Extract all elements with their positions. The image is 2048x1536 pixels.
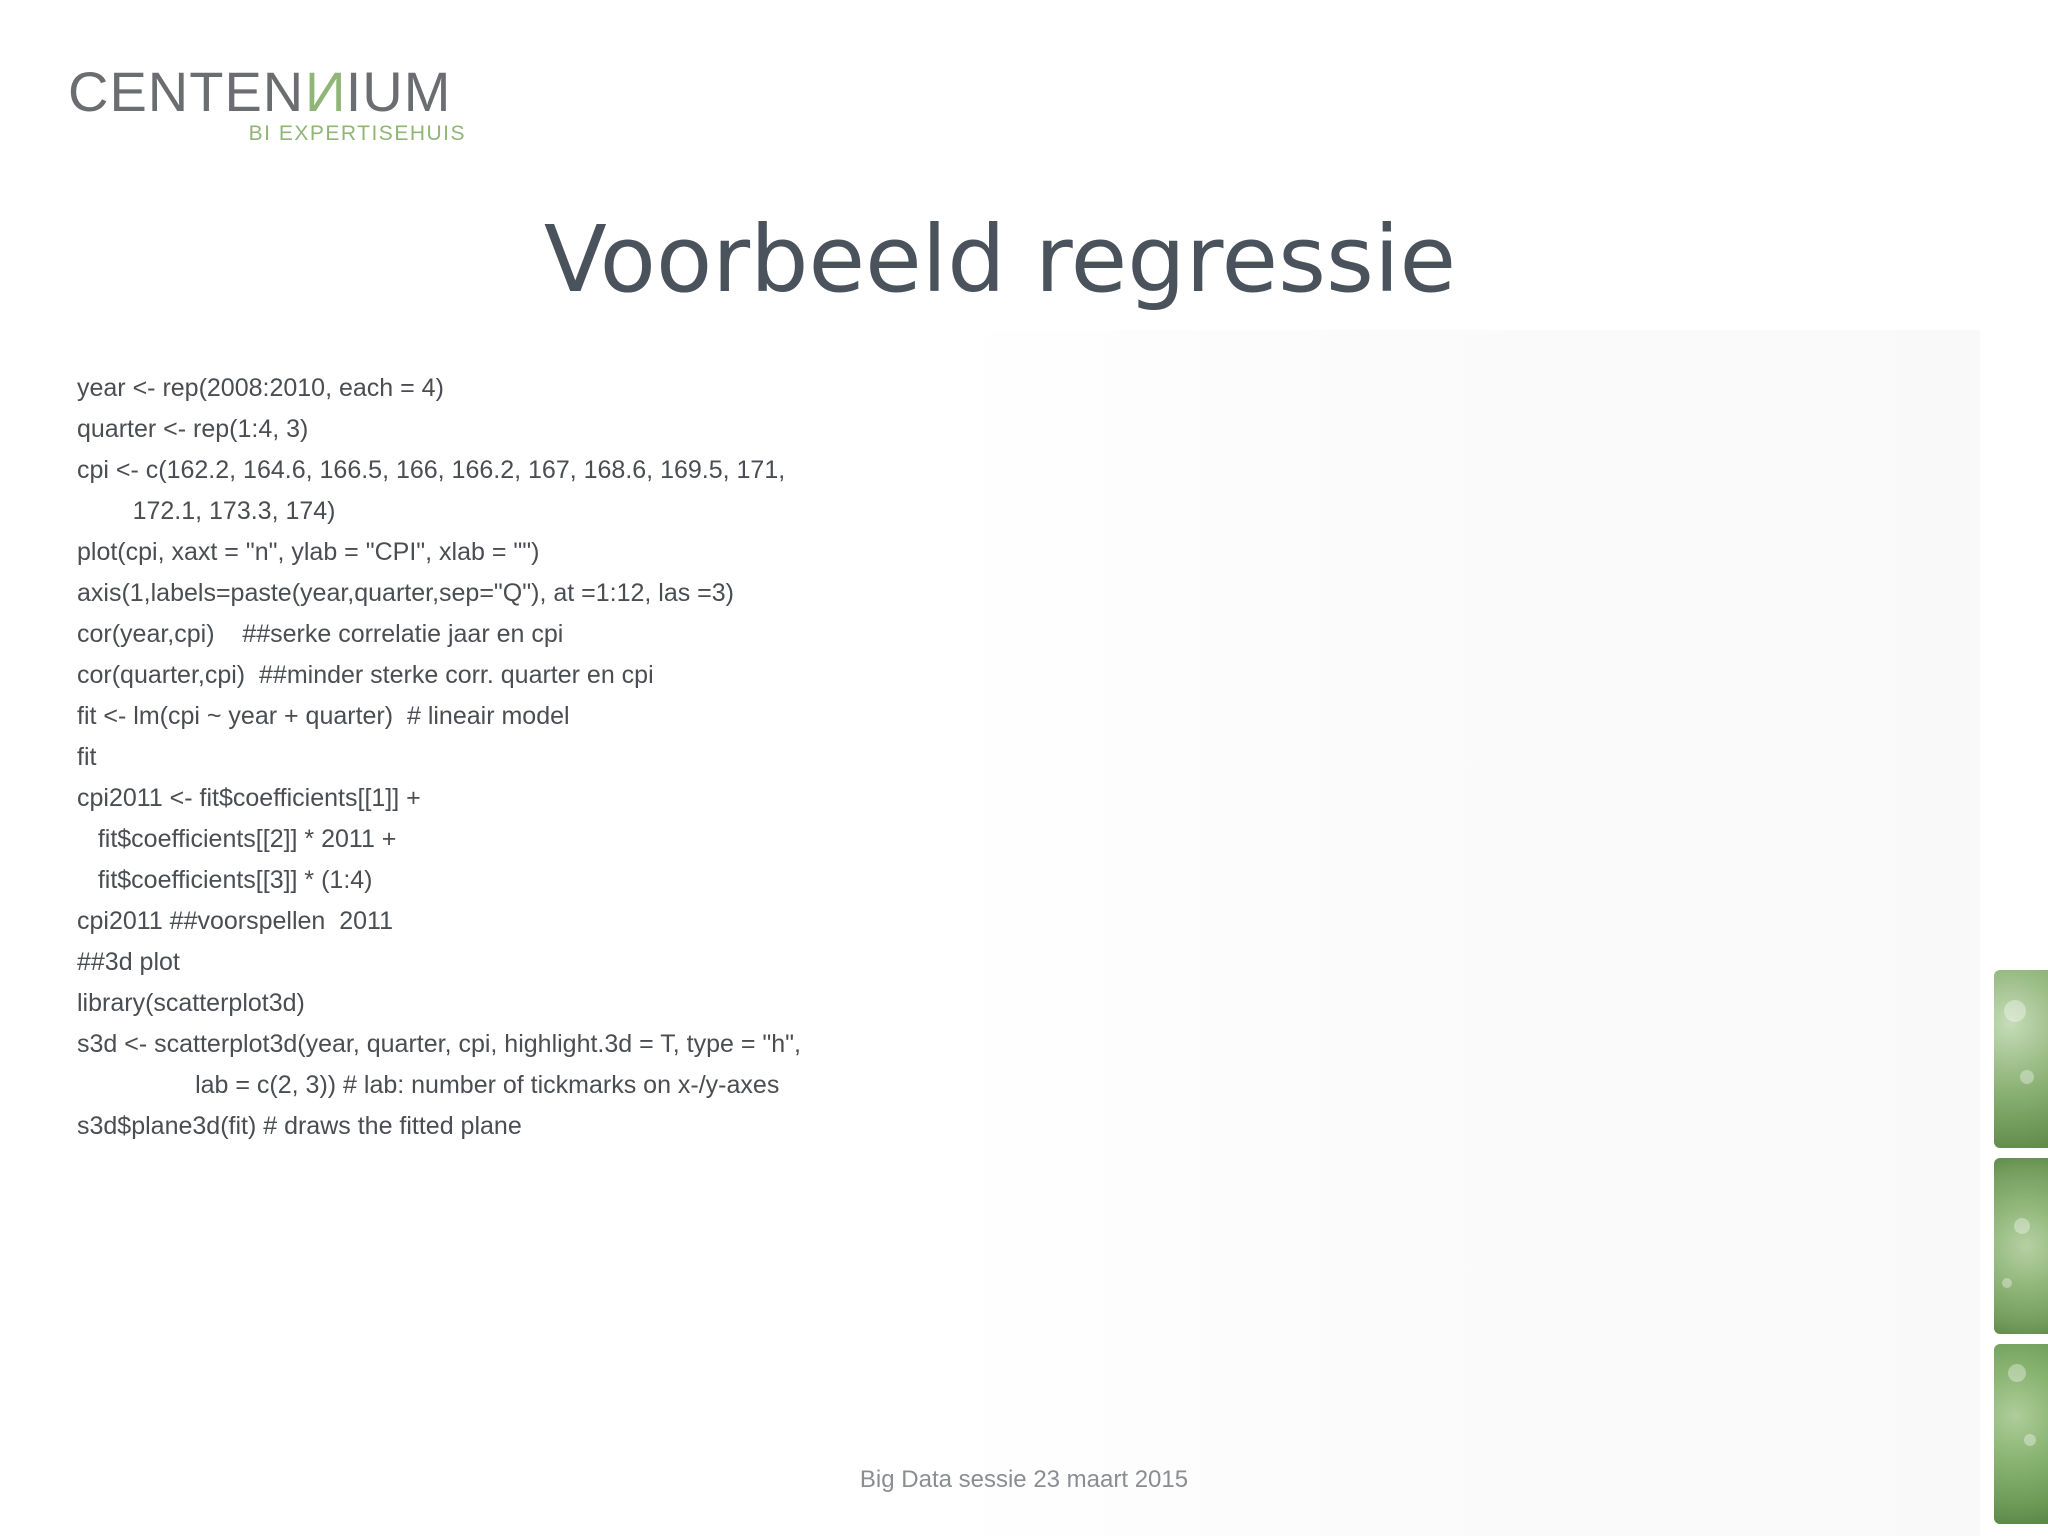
decorative-green-tile bbox=[1994, 1158, 2048, 1334]
code-line: s3d$plane3d(fit) # draws the fitted plane bbox=[77, 1112, 522, 1140]
logo-subtitle: BI EXPERTISEHUIS bbox=[248, 122, 466, 145]
code-line: quarter <- rep(1:4, 3) bbox=[77, 415, 309, 443]
decorative-green-tile bbox=[1994, 1344, 2048, 1524]
code-line: year <- rep(2008:2010, each = 4) bbox=[77, 374, 444, 402]
logo-wordmark-prefix: CENTEN bbox=[68, 60, 305, 123]
slide-title: Voorbeeld regressie bbox=[543, 206, 1457, 313]
code-line: plot(cpi, xaxt = "n", ylab = "CPI", xlab = "") bbox=[77, 538, 540, 566]
code-line: cpi2011 <- fit$coefficients[[1]] + bbox=[77, 784, 421, 812]
code-line: axis(1,labels=paste(year,quarter,sep="Q"), at =1:12, las =3) bbox=[77, 579, 735, 607]
code-line: 172.1, 173.3, 174) bbox=[77, 497, 336, 525]
decorative-green-tile bbox=[1994, 970, 2048, 1148]
background-shade bbox=[940, 330, 1980, 1536]
code-line: lab = c(2, 3)) # lab: number of tickmarks on x-/y-axes bbox=[77, 1071, 780, 1099]
code-line: cor(year,cpi) ##serke correlatie jaar en cpi bbox=[77, 620, 564, 648]
logo-wordmark-suffix: IUM bbox=[345, 60, 452, 123]
logo-wordmark-accent: N bbox=[304, 60, 346, 123]
code-line: cor(quarter,cpi) ##minder sterke corr. quarter en cpi bbox=[77, 661, 654, 689]
code-line: s3d <- scatterplot3d(year, quarter, cpi, highlight.3d = T, type = "h", bbox=[77, 1030, 801, 1058]
logo-wordmark bbox=[68, 62, 451, 122]
code-line: fit$coefficients[[3]] * (1:4) bbox=[77, 866, 373, 894]
code-block bbox=[77, 368, 977, 1147]
slide-footer: Big Data sessie 23 maart 2015 bbox=[859, 1466, 1189, 1493]
code-line: fit$coefficients[[2]] * 2011 + bbox=[77, 825, 397, 853]
code-line: library(scatterplot3d) bbox=[77, 989, 305, 1017]
code-line: fit <- lm(cpi ~ year + quarter) # lineair model bbox=[77, 702, 570, 730]
code-line: fit bbox=[77, 743, 97, 771]
code-line: ##3d plot bbox=[77, 948, 180, 976]
centennium-logo bbox=[68, 62, 478, 152]
code-line: cpi <- c(162.2, 164.6, 166.5, 166, 166.2, 167, 168.6, 169.5, 171, bbox=[77, 456, 786, 484]
code-line: cpi2011 ##voorspellen 2011 bbox=[77, 907, 393, 935]
